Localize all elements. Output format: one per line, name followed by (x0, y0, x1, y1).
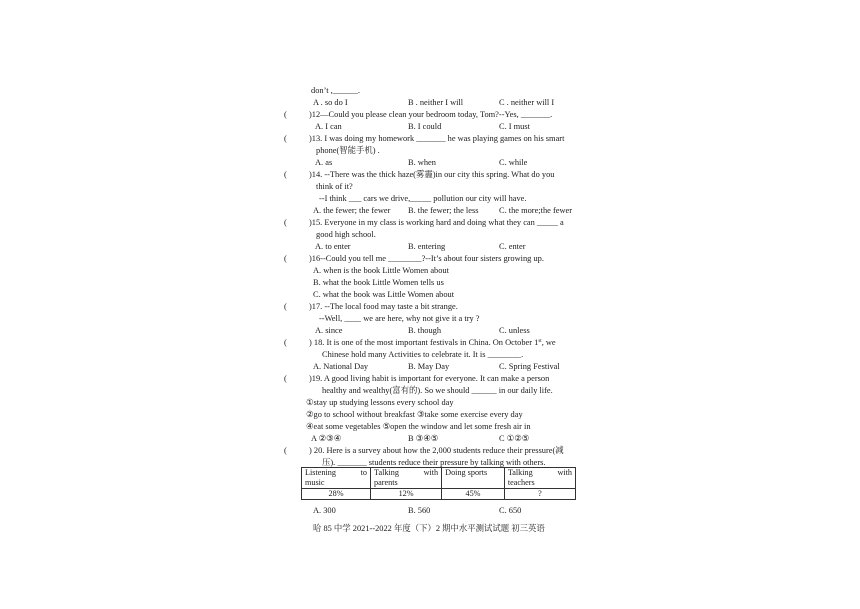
question-18-stem (309, 338, 556, 348)
text-line-l33: C. unless (499, 326, 530, 335)
text-line-l28: C. what the book was Little Women about (313, 290, 455, 299)
survey-header-row (302, 468, 576, 489)
answer-bracket-p16: ( (284, 254, 287, 263)
text-line-l24: C. enter (499, 242, 526, 251)
text-line-l44: A ②③④ (311, 434, 342, 443)
header-talking-teachers: Talking with teachers (504, 468, 575, 489)
value-listening: 28% (302, 489, 371, 500)
value-teachers: ? (504, 489, 575, 500)
text-line-l52: 哈 85 中学 2021--2022 年度（下）2 期中水平测试试题 初三英语 (313, 524, 545, 533)
answer-bracket-p17: ( (284, 302, 287, 311)
text-line-l10: phone(智能手机) . (316, 146, 380, 155)
answer-bracket-p19: ( (284, 374, 287, 383)
text-line-l12: B. when (408, 158, 436, 167)
text-line-l03: B . neither I will (408, 98, 464, 107)
text-line-l38: C. Spring Festival (499, 362, 560, 371)
text-line-l16: --I think ___ cars we drive,_____ pollution our city will have. (319, 194, 527, 203)
text-line-l04: C . neither will I (499, 98, 555, 107)
text-line-l14: )14. --There was the thick haze(雾霾)in our city this spring. What do you (309, 170, 555, 179)
text-line-l51: C. 650 (499, 506, 522, 515)
text-line-l02: A . so do I (313, 98, 348, 107)
answer-bracket-p14: ( (284, 170, 287, 179)
text-line-l48: 压). _______ students reduce their pressure by talking with others. (322, 458, 546, 467)
text-line-l37: B. May Day (408, 362, 450, 371)
text-line-l23: B. entering (408, 242, 446, 251)
text-line-l40: healthy and wealthy(富有的). So we should ______ in our daily life. (322, 386, 553, 395)
survey-table (301, 467, 576, 500)
text-line-l32: B. though (408, 326, 442, 335)
text-line-l46: C ①②⑤ (499, 434, 530, 443)
text-line-l05: )12—Could you please clean your bedroom today, Tom?--Yes, _______. (309, 110, 553, 119)
text-line-l41: ①stay up studying lessons every school day (306, 398, 454, 407)
text-line-l25: )16--Could you tell me ________?--It’s about four sisters growing up. (309, 254, 544, 263)
text-line-l27: B. what the book Little Women tells us (313, 278, 444, 287)
answer-bracket-p20: ( (284, 446, 287, 455)
text-line-l49: A. 300 (313, 506, 336, 515)
text-line-l06: A. I can (315, 122, 342, 131)
text-line-l36: A. National Day (313, 362, 369, 371)
text-line-l19: C. the more;the fewer (499, 206, 573, 215)
text-line-l26: A. when is the book Little Women about (313, 266, 449, 275)
text-line-l42: ②go to school without breakfast ③take some exercise every day (306, 410, 523, 419)
header-doing-sports: Doing sports (442, 468, 505, 489)
text-line-l01: don’t ,______. (311, 86, 360, 95)
text-line-l31: A. since (315, 326, 343, 335)
answer-bracket-p12: ( (284, 110, 287, 119)
text-line-l29: )17. --The local food may taste a bit strange. (309, 302, 458, 311)
text-line-l39: )19. A good living habit is important for everyone. It can make a person (309, 374, 550, 383)
text-line-l47: ) 20. Here is a survey about how the 2,000 students reduce their pressure(减 (309, 446, 564, 455)
text-line-l22: A. to enter (315, 242, 351, 251)
text-line-l07: B. I could (408, 122, 442, 131)
text-line-l08: C. I must (499, 122, 530, 131)
text-line-l45: B ③④⑤ (408, 434, 439, 443)
text-line-l17: A. the fewer; the fewer (313, 206, 391, 215)
answer-bracket-p15: ( (284, 218, 287, 227)
text-line-l30: --Well, ____ we are here, why not give it a try ? (319, 314, 480, 323)
text-line-l21: good high school. (316, 230, 376, 239)
value-parents: 12% (371, 489, 442, 500)
text-line-l35: Chinese hold many Activities to celebrate it. It is ________. (322, 350, 524, 359)
text-line-l43: ④eat some vegetables ⑤open the window and let some fresh air in (306, 422, 531, 431)
header-listening-music: Listening to music (302, 468, 371, 489)
text-line-l09: )13. I was doing my homework _______ he was playing games on his smart (309, 134, 565, 143)
answer-bracket-p13: ( (284, 134, 287, 143)
text-line-l50: B. 560 (408, 506, 431, 515)
q18-text-end: , we (541, 338, 556, 347)
text-line-l15: think of it? (316, 182, 353, 191)
header-talking-parents: Talking with parents (371, 468, 442, 489)
survey-value-row (302, 489, 576, 500)
text-line-l20: )15. Everyone in my class is working hard and doing what they can _____ a (309, 218, 564, 227)
answer-bracket-p18: ( (284, 338, 287, 347)
text-line-l11: A. as (315, 158, 333, 167)
text-line-l13: C. while (499, 158, 528, 167)
value-sports: 45% (442, 489, 505, 500)
q18-superscript: st (538, 339, 542, 344)
q18-text: ) 18. It is one of the most important festivals in China. On October 1 (309, 338, 539, 347)
text-line-l18: B. the fewer; the less (408, 206, 479, 215)
